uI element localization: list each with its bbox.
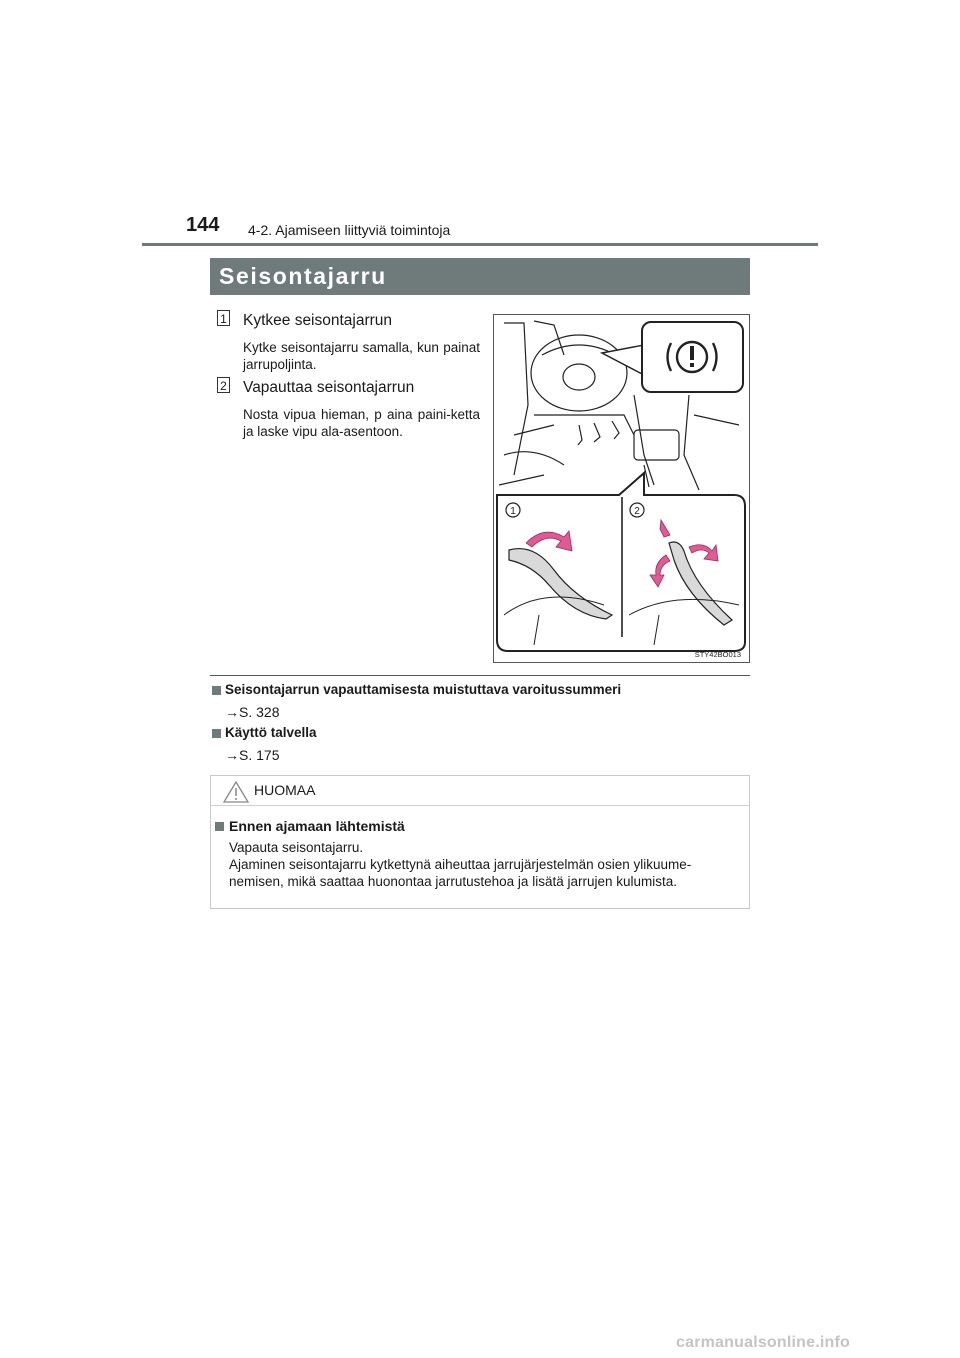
callout-1-label: 1 xyxy=(510,506,516,517)
notice-body xyxy=(229,839,744,890)
callout-2-label: 2 xyxy=(634,506,640,517)
step-1-number: 1 xyxy=(217,310,230,326)
header-rule xyxy=(142,243,818,246)
figure-code: STY42BO013 xyxy=(694,650,741,659)
page-title: Seisontajarru xyxy=(219,263,387,289)
notice-subheading: Ennen ajamaan lähtemistä xyxy=(229,818,405,834)
notice-header-rule xyxy=(211,805,749,806)
title-bar xyxy=(210,258,750,295)
step-1-body: Kytke seisontajarru samalla, kun painat jarrupoljinta. xyxy=(243,340,480,372)
notice-line-3: nemisen, mikä saattaa huonontaa jarrutustehoa ja lisätä jarrujen kulumista. xyxy=(229,874,677,889)
page-number: 144 xyxy=(186,214,220,236)
notice-line-2: Ajaminen seisontajarru kytkettynä aiheuttaa jarrujärjestelmän osien ylikuume- xyxy=(229,857,692,872)
section-title: 4-2. Ajamiseen liittyviä toimintoja xyxy=(248,222,451,238)
section-divider xyxy=(210,675,750,676)
bullet-square-icon xyxy=(212,729,221,738)
step-2-number: 2 xyxy=(217,377,230,393)
bullet-square-icon xyxy=(215,822,224,831)
parking-brake-illustration xyxy=(493,314,750,663)
step-2-body: Nosta vipua hieman, p aina paini-ketta ja laske vipu ala-asentoon. xyxy=(243,407,480,439)
notice-label: HUOMAA xyxy=(254,782,316,798)
info-1-heading: Seisontajarrun vapauttamisesta muistuttava varoitussummeri xyxy=(225,682,622,697)
step-1-heading: Kytkee seisontajarrun xyxy=(243,312,393,329)
step-2-heading: Vapauttaa seisontajarrun xyxy=(243,379,415,396)
illustration-drawing xyxy=(494,315,749,662)
info-1-ref: →S. 328 xyxy=(225,704,280,720)
notice-line-1: Vapauta seisontajarru. xyxy=(229,840,364,855)
brake-warning-icon xyxy=(602,322,743,392)
info-2-heading: Käyttö talvella xyxy=(225,725,317,740)
watermark: carmanualsonline.info xyxy=(676,1334,851,1351)
caution-triangle-icon xyxy=(223,781,249,803)
bullet-square-icon xyxy=(212,686,221,695)
info-2-ref: →S. 175 xyxy=(225,747,280,763)
